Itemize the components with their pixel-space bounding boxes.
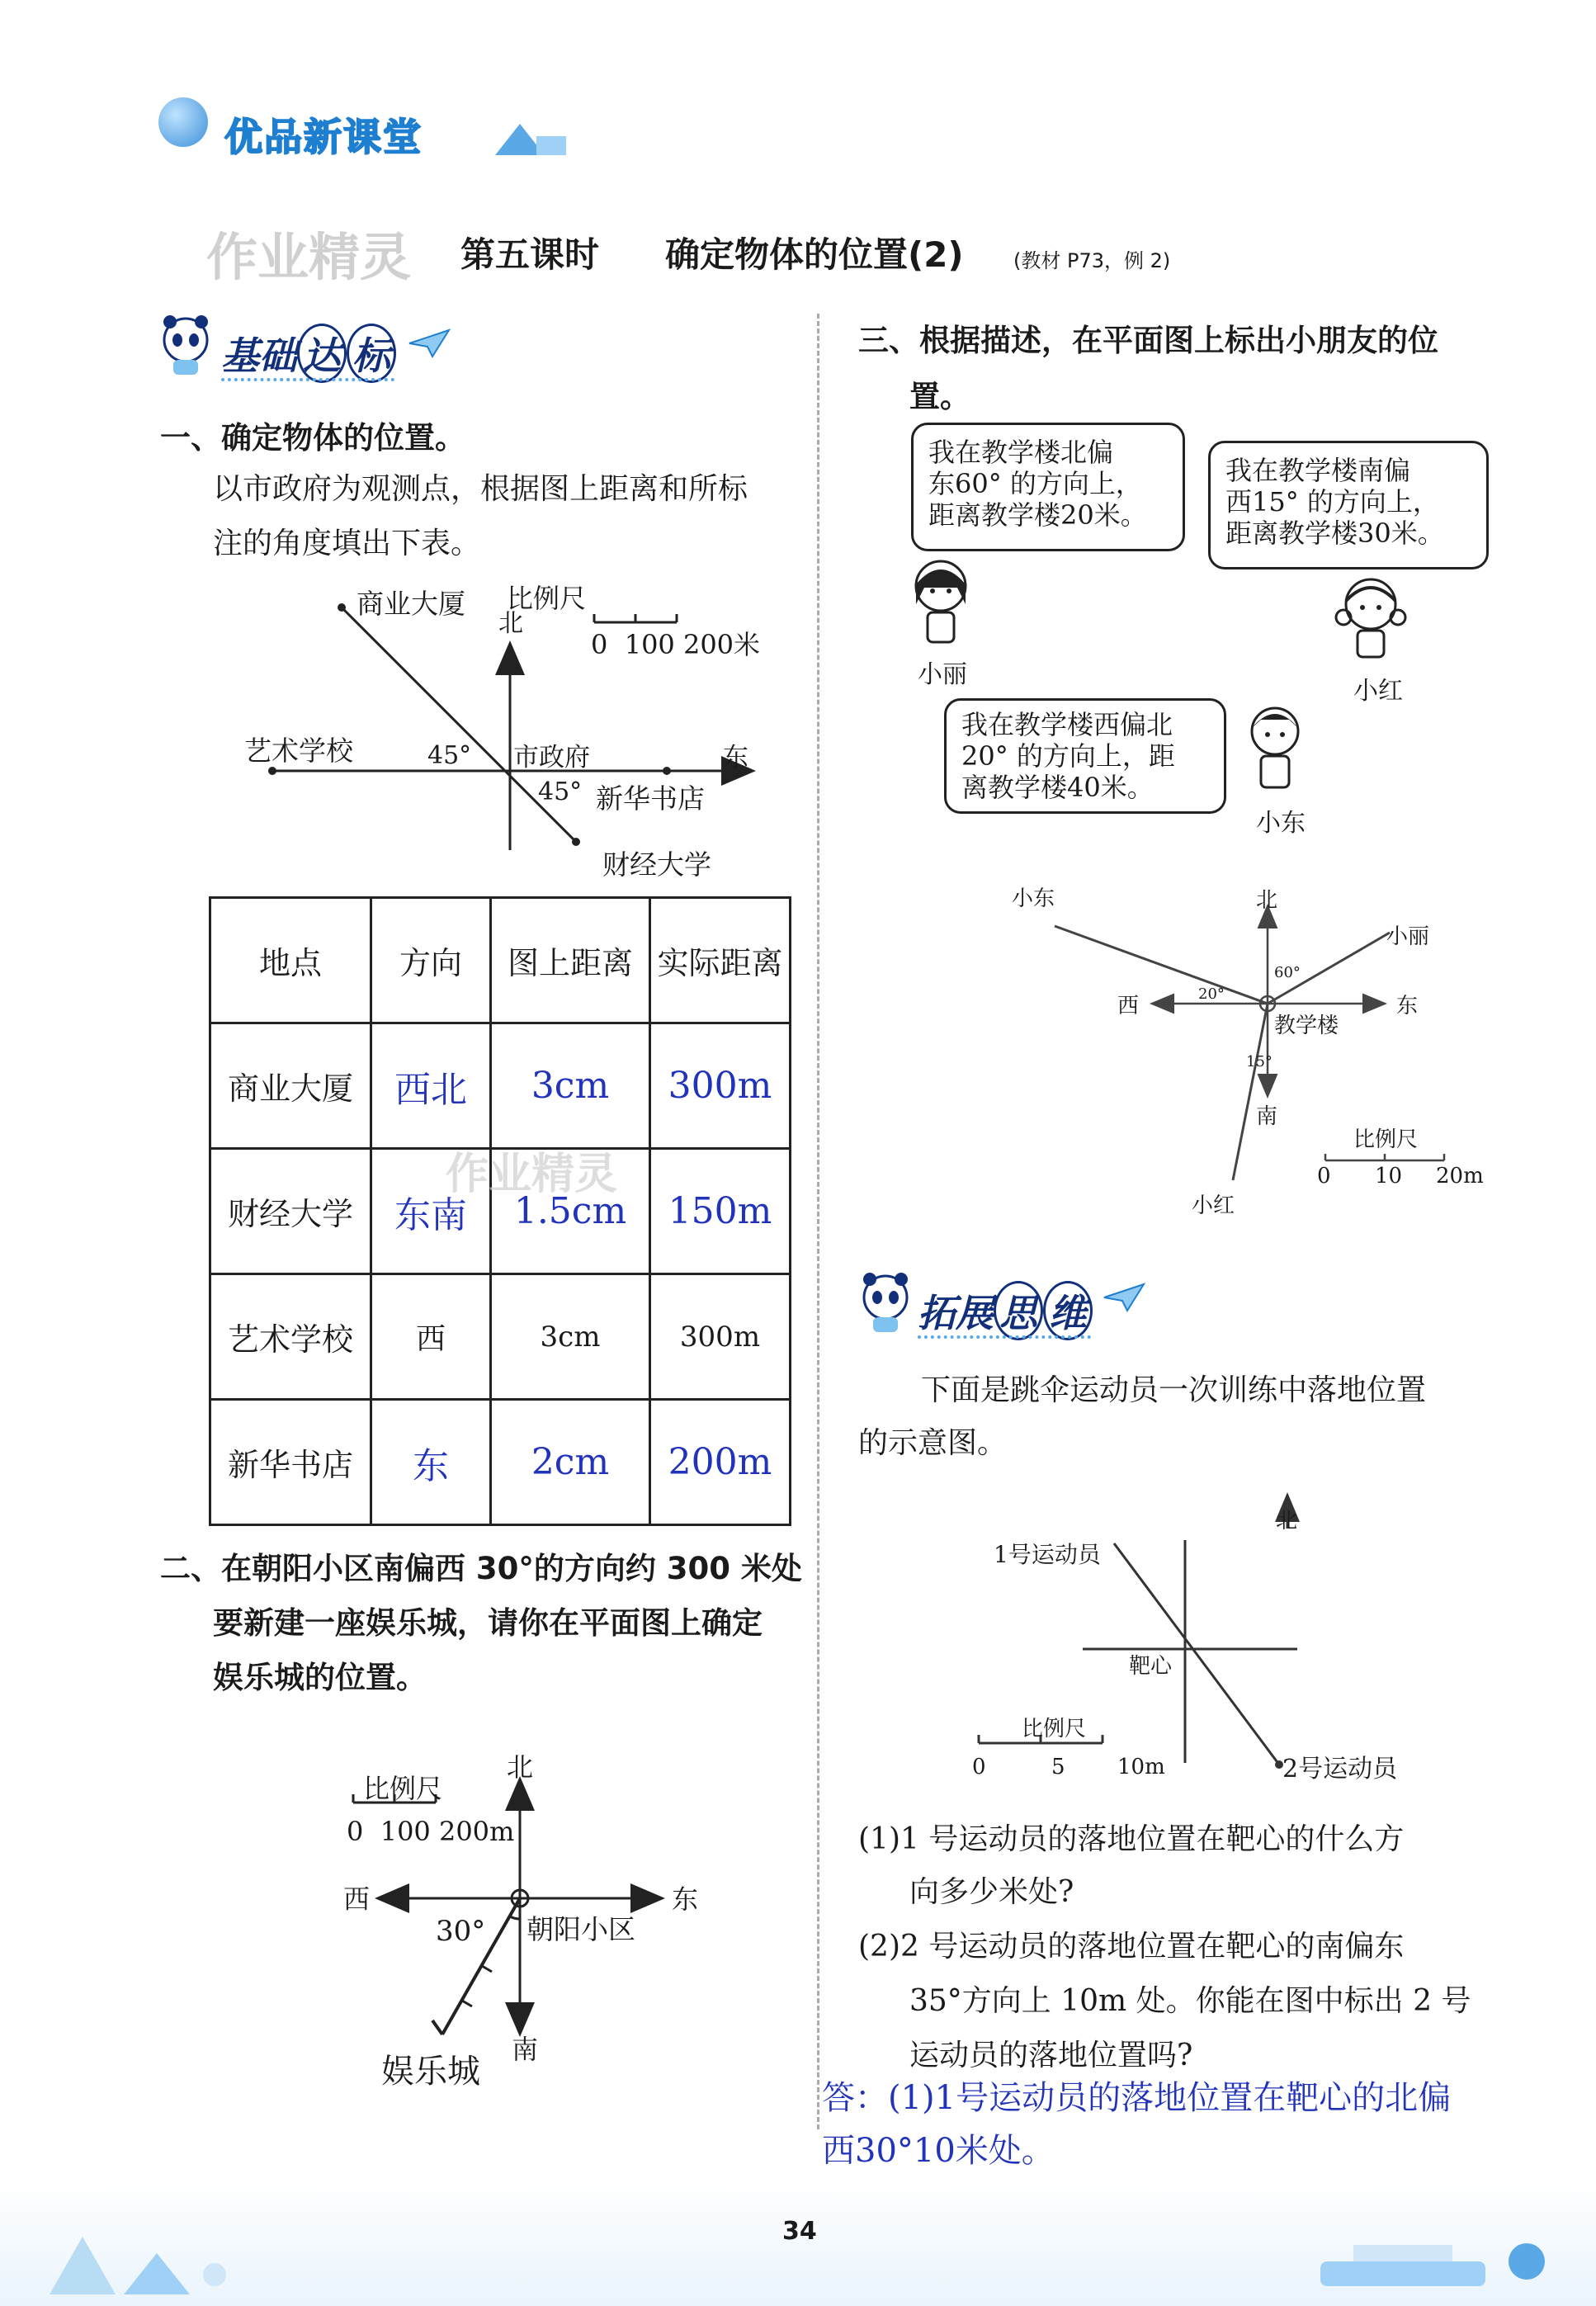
q3-scale-20: 20m <box>1436 1164 1484 1188</box>
table-row <box>210 1400 791 1525</box>
q4-sub1-line1: (1)1 号运动员的落地位置在靶心的什么方 <box>858 1822 1405 1856</box>
q3-line-xiaohong <box>1233 1004 1268 1180</box>
cell-real-dist: 300m <box>650 1023 791 1149</box>
q4-scale-5: 5 <box>1051 1755 1065 1779</box>
bubble-line: 离教学楼40米。 <box>961 772 1154 803</box>
q3-title-line1: 三、根据描述，在平面图上标出小朋友的位 <box>858 323 1438 358</box>
badge-text-c: 维 <box>1043 1281 1093 1340</box>
girl-xiaohong-illustration <box>1334 571 1408 662</box>
table-header-map-dist: 图上距离 <box>491 898 650 1023</box>
q1-answer-table <box>209 896 791 1526</box>
q3-label-east: 东 <box>1396 994 1419 1018</box>
q2-title-line1: 二、在朝阳小区南偏西 30°的方向约 300 米处 <box>160 1551 802 1586</box>
q4-answer-line2: 西30°10米处。 <box>822 2132 1055 2170</box>
q1-instruction-line1: 以市政府为观测点，根据图上距离和所标 <box>213 472 748 506</box>
cell-place: 财经大学 <box>210 1149 371 1274</box>
name-xiaoli: 小丽 <box>918 660 967 689</box>
cell-place: 商业大厦 <box>210 1023 371 1149</box>
header-house-deco <box>487 116 569 157</box>
cell-direction: 西北 <box>371 1023 491 1149</box>
cell-direction: 西 <box>371 1274 491 1400</box>
q1-title: 一、确定物体的位置。 <box>160 420 465 456</box>
q3-label-west: 西 <box>1117 994 1140 1018</box>
bubble-line: 我在教学楼南偏 <box>1225 455 1411 486</box>
q4-answer-line1: 答：(1)1号运动员的落地位置在靶心的北偏 <box>822 2079 1452 2117</box>
table-row <box>210 1274 791 1400</box>
q4-label-athlete2: 2号运动员 <box>1282 1755 1398 1784</box>
q1-label-center: 市政府 <box>513 743 590 773</box>
q3-label-center: 教学楼 <box>1274 1014 1339 1038</box>
source-ref: (教材 P73，例 2) <box>1013 249 1171 272</box>
q3-scale-10: 10 <box>1375 1164 1403 1188</box>
badge-text-b: 达 <box>297 324 347 383</box>
watermark-title: 作业精灵 <box>206 227 412 287</box>
boy-xiaodong-illustration <box>1238 700 1312 791</box>
table-header-direction: 方向 <box>371 898 491 1023</box>
q3-angle-20: 20° <box>1198 985 1225 1003</box>
q1-point-xinhua <box>663 767 671 775</box>
bubble-line: 我在教学楼西偏北 <box>961 709 1173 740</box>
speech-bubble-xiaoli <box>911 423 1185 551</box>
q1-label-north: 北 <box>498 609 523 638</box>
q1-scale-ticks: 0 100 200米 <box>591 629 761 660</box>
q1-label-yishu: 艺术学校 <box>244 735 353 767</box>
footer-ship-deco <box>1304 2228 1551 2294</box>
badge-text-c: 标 <box>347 324 396 383</box>
q4-sub2-line1: (2)2 号运动员的落地位置在靶心的南偏东 <box>858 1930 1405 1963</box>
bubble-line: 距离教学楼30米。 <box>1225 517 1444 549</box>
bubble-line: 西15° 的方向上， <box>1225 486 1439 517</box>
q4-sub2-line2: 35°方向上 10m 处。你能在图中标出 2 号 <box>909 1984 1471 2018</box>
column-divider <box>817 314 819 2129</box>
q2-title-line3: 娱乐城的位置。 <box>213 1660 427 1695</box>
q4-label-athlete1: 1号运动员 <box>994 1541 1101 1568</box>
name-xiaohong: 小红 <box>1353 677 1403 706</box>
cell-map-dist: 3cm <box>491 1274 650 1400</box>
q2-label-east: 东 <box>672 1883 699 1915</box>
girl-xiaoli-illustration <box>908 555 974 645</box>
q2-label-target: 娱乐城 <box>381 2053 480 2091</box>
q2-label-center: 朝阳小区 <box>526 1913 635 1945</box>
speech-bubble-xiaodong <box>944 698 1226 814</box>
paper-plane-icon <box>408 327 451 360</box>
bubble-line: 距离教学楼20米。 <box>928 499 1147 531</box>
paper-plane-icon <box>1103 1281 1145 1314</box>
q2-label-north: 北 <box>507 1751 534 1783</box>
q4-sub1-line2: 向多少米处? <box>909 1875 1074 1909</box>
page-number: 34 <box>782 2217 817 2246</box>
q2-scale-title: 比例尺 <box>363 1773 443 1804</box>
q2-scale-ticks: 0 100 200m <box>347 1816 515 1847</box>
cell-real-dist: 300m <box>650 1274 791 1400</box>
q4-intro-line1: 下面是跳伞运动员一次训练中落地位置 <box>921 1373 1427 1407</box>
q3-angle-60: 60° <box>1274 964 1301 981</box>
lesson-label: 第五课时 <box>460 234 600 275</box>
cell-place: 新华书店 <box>210 1400 371 1525</box>
table-watermark: 作业精灵 <box>446 1150 618 1199</box>
q3-label-xiaodong: 小东 <box>1012 886 1055 911</box>
page-title: 确定物体的位置(2) <box>665 234 964 275</box>
q1-instruction-line2: 注的角度填出下表。 <box>213 527 481 560</box>
table-row <box>210 1023 791 1149</box>
q2-label-west: 西 <box>343 1883 371 1915</box>
q1-diagonal-line <box>342 607 576 842</box>
q1-angle-nw: 45° <box>427 741 472 770</box>
q1-point-shangye <box>338 603 346 612</box>
panda-icon <box>858 1271 913 1334</box>
cell-real-dist: 150m <box>650 1149 791 1274</box>
q3-scale-0: 0 <box>1317 1164 1331 1188</box>
badge-text-b: 思 <box>994 1281 1043 1340</box>
cell-map-dist: 2cm <box>491 1400 650 1525</box>
cell-place: 艺术学校 <box>210 1274 371 1400</box>
speech-bubble-xiaohong <box>1208 441 1489 569</box>
q4-scale-0: 0 <box>972 1755 986 1779</box>
q2-label-south: 南 <box>512 2034 539 2065</box>
q2-angle-label: 30° <box>436 1915 486 1948</box>
q3-label-xiaohong: 小红 <box>1192 1193 1235 1218</box>
brand-logo-text: 优品新课堂 <box>224 115 423 159</box>
cell-map-dist: 1.5cm <box>491 1149 650 1274</box>
q3-label-xiaoli: 小丽 <box>1386 924 1430 949</box>
badge-text-a: 基础 <box>221 333 297 378</box>
q1-label-xinhua: 新华书店 <box>596 782 705 815</box>
q3-line-xiaodong <box>1055 926 1268 1004</box>
q3-label-south: 南 <box>1256 1104 1278 1129</box>
cell-direction: 东南 <box>371 1149 491 1274</box>
q1-point-caijing <box>572 838 580 846</box>
q4-scale-10: 10m <box>1117 1755 1165 1779</box>
panda-icon <box>158 314 213 376</box>
cell-map-dist: 3cm <box>491 1023 650 1149</box>
bubble-line: 东60° 的方向上， <box>928 468 1142 499</box>
q1-label-east: 东 <box>723 743 748 773</box>
cell-direction: 东 <box>371 1400 491 1525</box>
q3-title-line2: 置。 <box>909 379 970 414</box>
q1-label-shangye: 商业大厦 <box>357 588 465 620</box>
badge-text-a: 拓展 <box>918 1291 994 1335</box>
q4-label-north: 北 <box>1276 1509 1298 1533</box>
badge-dots-underline <box>918 1335 1091 1339</box>
badge-dots-underline <box>221 378 394 381</box>
q1-scale-title: 比例尺 <box>507 583 587 614</box>
q2-title-line2: 要新建一座娱乐城，请你在平面图上确定 <box>213 1605 763 1641</box>
q3-label-north: 北 <box>1256 888 1278 913</box>
q4-intro-line2: 的示意图。 <box>858 1426 1008 1460</box>
table-header-place: 地点 <box>210 898 371 1023</box>
bubble-line: 20° 的方向上，距 <box>961 740 1175 772</box>
bubble-line: 我在教学楼北偏 <box>928 437 1114 468</box>
q3-angle-15: 15° <box>1246 1053 1273 1070</box>
header-balloon-deco <box>158 97 208 147</box>
q4-scale-title: 比例尺 <box>1022 1717 1087 1741</box>
cell-real-dist: 200m <box>650 1400 791 1525</box>
name-xiaodong: 小东 <box>1256 809 1306 838</box>
q4-label-center: 靶心 <box>1129 1654 1173 1679</box>
section-extend-badge <box>918 1281 1093 1340</box>
table-header-real-dist: 实际距离 <box>650 898 791 1023</box>
section-basic-badge <box>221 324 396 383</box>
footer-castle-deco <box>33 2195 248 2294</box>
q4-sub2-line3: 运动员的落地位置吗? <box>909 2039 1193 2072</box>
q1-label-caijing: 财经大学 <box>602 848 711 881</box>
q1-angle-se: 45° <box>538 777 583 806</box>
q3-scale-title: 比例尺 <box>1353 1127 1419 1152</box>
